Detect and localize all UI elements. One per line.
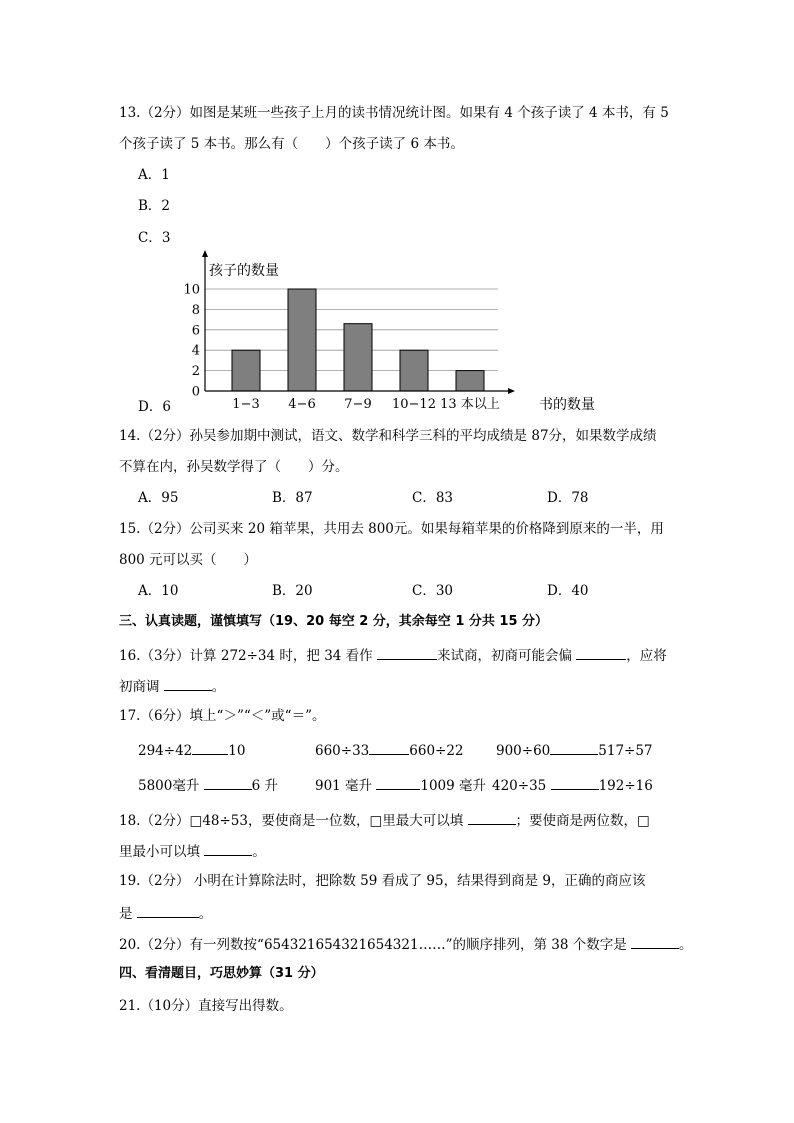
q14-option-a: A．95 [138, 490, 179, 506]
q17-blank-5[interactable] [376, 775, 420, 790]
section-4-heading: 四、看清题目，巧思妙算（31 分） [119, 966, 324, 981]
q17-blank-3[interactable] [550, 740, 598, 755]
q17-blank-1[interactable] [192, 740, 228, 755]
q17-blank-6[interactable] [551, 775, 599, 790]
y-tick-label-6: 6 [191, 323, 200, 339]
q17-item-5-right: 1009 毫升 [420, 778, 487, 794]
y-axis-arrow [202, 250, 208, 257]
bar-2 [288, 289, 316, 391]
q18-text-c: 里最小可以填 [119, 844, 200, 860]
q21-line1: 21.（10分）直接写出得数。 [119, 998, 293, 1014]
q13-line1: 13.（2分）如图是某班一些孩子上月的读书情况统计图。如果有 4 个孩子读了 4 本书，有 5 [119, 105, 669, 121]
q17-item-1 [138, 740, 245, 760]
q17-item-3 [496, 740, 653, 760]
q17-item-2-right: 660÷22 [409, 743, 464, 759]
q17-item-4-left: 5800毫升 [138, 778, 200, 794]
y-tick-label-10: 10 [183, 282, 200, 298]
q17-item-4 [138, 775, 278, 795]
q20-blank-1[interactable] [631, 934, 679, 949]
q16-blank-1[interactable] [377, 645, 437, 660]
y-tick-label-8: 8 [191, 302, 200, 318]
y-tick-label-0: 0 [191, 384, 200, 400]
q17-item-5-left: 901 毫升 [315, 778, 373, 794]
q19-text-b: 是 [119, 906, 133, 922]
q14-line2: 不算在内，孙吴数学得了（ ）分。 [119, 459, 349, 475]
q15-line1: 15.（2分）公司买来 20 箱苹果，共用去 800元。如果每箱苹果的价格降到原来的一半，用 [119, 521, 664, 537]
bar-5 [456, 371, 484, 391]
q15-line2: 800 元可以买（ ） [119, 552, 258, 568]
q16-text-b: 来试商，初商可能会偏 [436, 648, 572, 664]
q16-text-e: 。 [211, 679, 226, 695]
q17-item-3-left: 900÷60 [496, 743, 551, 759]
q18-blank-2[interactable] [204, 841, 252, 856]
q18-text-b: ；要使商是两位数，□ [515, 813, 650, 829]
q18-blank-1[interactable] [468, 810, 516, 825]
q17-item-5 [315, 775, 486, 795]
q17-title: 17.（6分）填上“＞”“＜”或“＝”。 [119, 708, 326, 724]
q20-text-a: 20.（2分）有一列数按“654321654321654321……”的顺序排列，第 38 个数字是 [119, 937, 627, 953]
q17-item-6 [492, 775, 653, 795]
q17-blank-2[interactable] [369, 740, 409, 755]
x-axis-arrow [508, 388, 515, 394]
chart-bars [232, 289, 484, 391]
bar-3 [344, 324, 372, 391]
y-tick-label-4: 4 [191, 343, 200, 359]
q17-item-4-right: 6 升 [251, 778, 279, 794]
q14-option-c: C．83 [412, 490, 454, 506]
q16-text-c: ，应将 [626, 648, 667, 664]
q16-blank-3[interactable] [164, 676, 212, 691]
x-axis-title: 书的数量 [539, 397, 595, 413]
bar-1 [232, 350, 260, 391]
q17-item-1-right: 10 [228, 743, 246, 759]
y-tick-label-2: 2 [191, 364, 200, 380]
q15-option-c: C．30 [412, 583, 454, 599]
q17-item-6-right: 192÷16 [598, 778, 653, 794]
q16-text-a: 16.（3分）计算 272÷34 时，把 34 看作 [119, 648, 373, 664]
q13-option-c: C．3 [138, 230, 171, 246]
q17-item-6-left: 420÷35 [492, 778, 547, 794]
q17-item-2 [315, 740, 464, 760]
x-tick-label-5: 13 本以上 [440, 397, 500, 412]
q17-item-2-left: 660÷33 [315, 743, 370, 759]
q14-line1: 14.（2分）孙吴参加期中测试，语文、数学和科学三科的平均成绩是 87分，如果数学成绩 [119, 428, 657, 444]
q15-option-a: A．10 [138, 583, 179, 599]
q19-blank-1[interactable] [137, 903, 199, 918]
section-3-heading: 三、认真读题，谨慎填写（19、20 每空 2 分，其余每空 1 分共 15 分） [119, 614, 549, 629]
q14-option-b: B．87 [272, 490, 313, 506]
q17-item-1-left: 294÷42 [138, 743, 193, 759]
q15-option-b: B．20 [272, 583, 313, 599]
q19-text-c: 。 [198, 906, 213, 922]
q13-option-a: A．1 [138, 167, 170, 183]
x-tick-label-3: 7−9 [344, 397, 372, 412]
q20-text-b: 。 [679, 937, 693, 953]
q13-line2: 个孩子读了 5 本书。那么有（ ）个孩子读了 6 本书。 [119, 136, 464, 152]
x-tick-label-2: 4−6 [288, 397, 316, 412]
q16-line1 [119, 645, 667, 665]
q18-text-a: 18.（2分）□48÷53，要使商是一位数，□里最大可以填 [119, 813, 464, 829]
q13-option-b: B．2 [138, 198, 171, 214]
q15-option-d: D．40 [547, 583, 589, 599]
x-tick-label-4: 10−12 [392, 397, 436, 412]
reading-bar-chart [183, 250, 630, 420]
x-tick-label-1: 1−3 [232, 397, 260, 412]
q18-text-d: 。 [252, 844, 266, 860]
bar-4 [400, 350, 428, 391]
q16-blank-2[interactable] [576, 645, 626, 660]
q19-line2 [119, 903, 212, 923]
q17-item-3-right: 517÷57 [598, 743, 653, 759]
y-axis-title: 孩子的数量 [209, 263, 279, 279]
q18-line1 [119, 810, 650, 830]
q14-option-d: D．78 [547, 490, 589, 506]
q17-blank-4[interactable] [204, 775, 252, 790]
q19-line1: 19.（2分） 小明在计算除法时，把除数 59 看成了 95，结果得到商是 9，正确的商应该 [119, 873, 646, 889]
q16-text-d: 初商调 [119, 679, 160, 695]
q18-line2 [119, 841, 266, 861]
q20-line1 [119, 934, 693, 954]
q16-line2 [119, 676, 225, 696]
q13-option-d: D．6 [138, 399, 171, 415]
